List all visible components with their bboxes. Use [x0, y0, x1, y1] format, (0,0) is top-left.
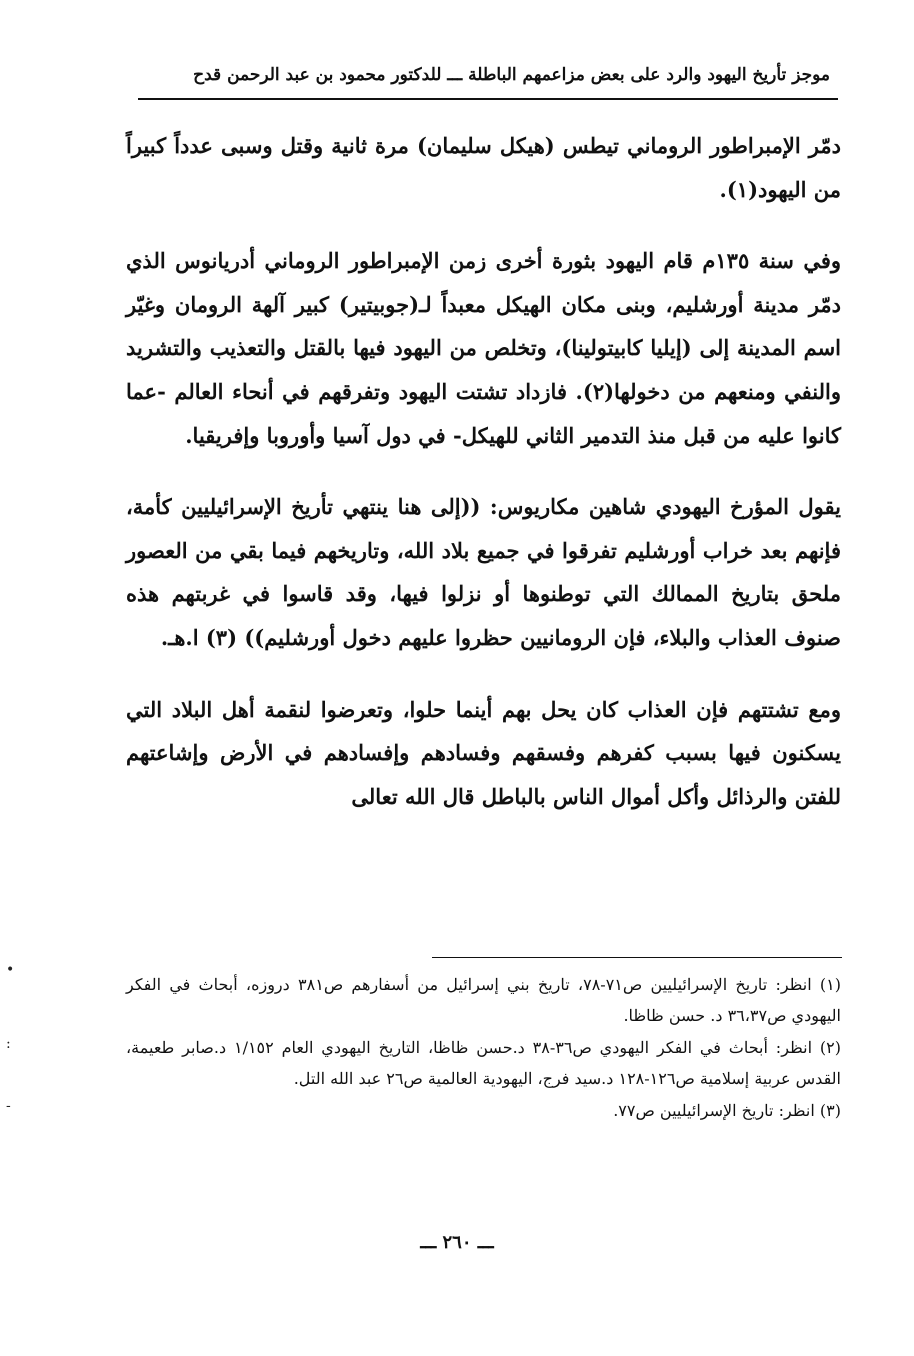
footnote-3: (٣) انظر: تاريخ الإسرائيليين ص٧٧.: [613, 1101, 841, 1120]
paragraph-2: وفي سنة ١٣٥م قام اليهود بثورة أخرى زمن الإمبراطور الروماني أدريانوس الذي دمّر مدينة أورشليم، وبنى مكان الهيكل معبداً لـ(جوبيتير) كبير آلهة الرومان وغيّر اسم المدينة إلى (إيليا كابيتولينا)، وتخلص من اليهود فيها بالقتل والتعذيب والتشريد والنفي ومنعهم من دخولها(٢). فازداد تشتت اليهود وتفرقهم في أنحاء العالم -عما كانوا عليه من قبل منذ التدمير الثاني للهيكل- في دول آسيا وأوروبا وإفريقيا.: [126, 248, 842, 448]
scan-mark-dash: -: [6, 1098, 11, 1114]
scan-mark-dot: •: [6, 962, 15, 978]
footnotes: [126, 970, 841, 1129]
paragraph-4: ومع تشتتهم فإن العذاب كان يحل بهم أينما حلوا، وتعرضوا لنقمة أهل البلاد التي يسكنون فيها بسبب كفرهم وفسقهم وفسادهم وإفسادهم في الأرض وإشاعتهم للفتن والرذائل وأكل أموال الناس بالباطل قال الله تعالى: [126, 696, 841, 809]
scan-mark-colon: :: [6, 1036, 11, 1052]
footnote-1: (١) انظر: تاريخ الإسرائيليين ص٧١-٧٨، تاريخ بني إسرائيل من أسفارهم ص٣٨١ دروزه، أبحاث في الفكر اليهودي ص٣٦،٣٧ د. حسن ظاظا.: [126, 975, 842, 1025]
footnote-2: (٢) انظر: أبحاث في الفكر اليهودي ص٣٦-٣٨ د.حسن ظاظا، التاريخ اليهودي العام ١/١٥٢ د.صابر طعيمة، القدس عربية إسلامية ص١٢٦-١٢٨ د.سيد فرج، اليهودية العالمية ص٢٦ عبد الله التل.: [126, 1038, 841, 1088]
main-text: [126, 124, 841, 846]
running-header: موجز تأريخ اليهود والرد على بعض مزاعمهم الباطلة ـــ للدكتور محمود بن عبد الرحمن قدح: [193, 65, 830, 85]
footnote-divider: [432, 957, 842, 958]
paragraph-3: يقول المؤرخ اليهودي شاهين مكاريوس: ((إلى هنا ينتهي تأريخ الإسرائيليين كأمة، فإنهم بعد خراب أورشليم تفرقوا في جميع بلاد الله، وتاريخهم فيما بقي من العصور ملحق بتاريخ الممالك التي توطنوها أو نزلوا فيها، وقد قاسوا في غربتهم هذه صنوف العذاب والبلاء، فإن الرومانيين حظروا عليهم دخول أورشليم)) (٣) ا.هـ.: [126, 494, 841, 650]
page-number: ـــ ٢٦٠ ـــ: [420, 1232, 494, 1253]
paragraph-1: دمّر الإمبراطور الروماني تيطس (هيكل سليمان) مرة ثانية وقتل وسبى عدداً كبيراً من اليهود(١).: [126, 133, 841, 202]
header-divider: [138, 98, 838, 100]
